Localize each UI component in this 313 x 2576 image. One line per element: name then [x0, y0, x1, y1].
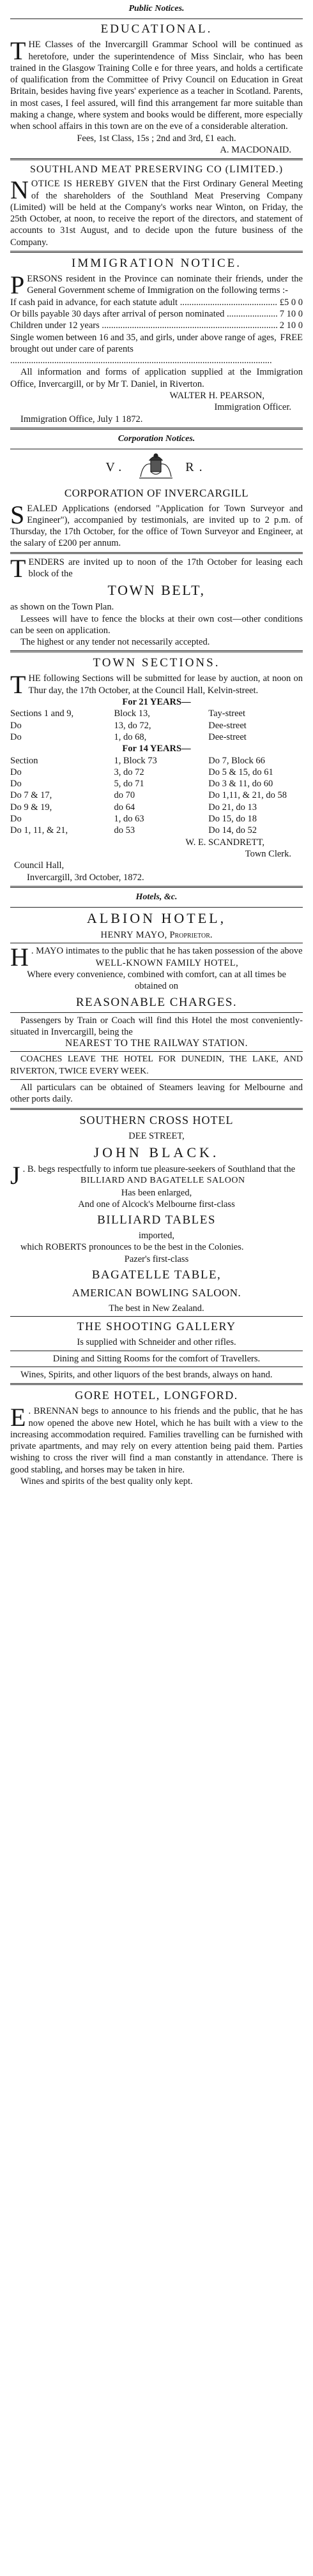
dining: Dining and Sitting Rooms for the comfort of Travellers.	[52, 1353, 261, 1364]
section-cell: Do 1, 11, & 21,	[10, 825, 68, 836]
albion-title: ALBION HOTEL,	[86, 910, 227, 927]
best-nz: The best in New Zealand.	[109, 1303, 204, 1314]
albion-passengers: Passengers by Train or Coach will find this Hotel the most conveniently-situated in Invercargill, being the	[10, 1015, 303, 1037]
divider	[10, 1316, 303, 1317]
section-row	[10, 755, 303, 767]
divider	[10, 886, 303, 888]
section-cell: Do 21, do 13	[208, 802, 257, 812]
southern-cross-title: SOUTHERN CROSS HOTEL	[79, 1113, 234, 1127]
section-row	[10, 790, 303, 801]
divider	[10, 158, 303, 160]
albion-reasonable: REASONABLE CHARGES.	[75, 995, 238, 1009]
royal-cipher	[10, 451, 303, 483]
vr-left: V.	[105, 460, 127, 474]
dropcap: N	[10, 176, 29, 205]
albion-coaches: COACHES LEAVE THE HOTEL FOR DUNEDIN, THE LAKE, AND RIVERTON, TWICE EVERY WEEK.	[10, 1054, 303, 1076]
enlarged: Has been enlarged,	[121, 1187, 192, 1198]
section-cell: Do 15, do 18	[208, 814, 257, 825]
divider	[10, 1079, 303, 1080]
for-14-years: For 14 YEARS—	[122, 744, 191, 754]
divider	[10, 552, 303, 554]
corporation-title: CORPORATION OF INVERCARGILL	[64, 486, 249, 499]
section-cell: Do 14, do 52	[208, 825, 257, 836]
dropcap: T	[10, 553, 26, 583]
educational-fees: Fees, 1st Class, 15s ; 2nd and 3rd, £1 each.	[77, 133, 236, 144]
divider	[10, 1108, 303, 1110]
section-cell: 5, do 71	[114, 779, 144, 790]
dropcap: S	[10, 500, 25, 529]
southern-cross-street: DEE STREET,	[128, 1130, 185, 1141]
section-cell: Dee-street	[208, 731, 247, 742]
town-sections-notice: TOWN SECTIONS. THE following Sections will be submitted for lease by auction, at noon on Thur day, the 17th October, at the Council Hall, Kelvin-street. For 21 YEARS— Sections 1 and 9, Block 13, Tay-street Do 13, do 72, Dee-street Do 1, do 68, Dee-street For 14 YEARS— Section 1, Block 73 Do 7, Block 66 Do 3, do 72 Do 5 & 15, do 61 Do 5, do 71 Do 3 & 11, do 60 Do 7 & 17, do 70 Do 1,11, & 21, do 58 Do 9 & 19, do 64 Do 21, do 13 Do 1, do 63 Do 15, do 18 Do 1, 11, & 21, do 53 Do 14, do 52 W. E. SCANDRETT, Town Clerk. Council Hall, Invercargill, 3rd October, 1872.	[10, 656, 303, 883]
rate-row	[10, 308, 303, 320]
section-cell: 1, Block 73	[114, 755, 157, 766]
rate-label: Or bills payable 30 days after arrival of person nominated .....	[10, 308, 277, 320]
section-cell: 1, do 68,	[114, 731, 147, 742]
section-cell: Dee-street	[208, 720, 247, 731]
immigration-date: Immigration Office, July 1 1872.	[20, 414, 143, 424]
section-cell: Do 1,11, & 21, do 58	[208, 790, 287, 801]
hotels-header: Hotels, &c.	[135, 892, 178, 902]
gore-wines: Wines and spirits of the best quality only kept.	[20, 1476, 193, 1487]
dropcap: J	[10, 1160, 20, 1190]
pazer: Pazer's first-class	[124, 1254, 189, 1264]
southern-cross-wines: Wines, Spirits, and other liquors of the best brands, always on hand.	[20, 1369, 273, 1380]
american-bowling: AMERICAN BOWLING SALOON.	[72, 1287, 241, 1299]
royal-crest-icon	[135, 451, 176, 483]
town-clerk-signature: W. E. SCANDRETT,	[185, 837, 264, 848]
section-cell: Block 13,	[114, 708, 150, 719]
roberts: which ROBERTS pronounces to be the best in the Colonies.	[20, 1242, 244, 1253]
vr-right: R.	[185, 460, 208, 474]
town-belt-title: TOWN BELT,	[107, 582, 206, 599]
town-belt-notice: TENDERS are invited up to noon of the 17th October for leasing each block of the TOWN BELT, as shown on the Town Plan. Lessees will have to fence the blocks at their own cost—other conditions can be seen on application. The highest or any tender not necessarily accepted.	[10, 553, 303, 648]
section-cell: 1, do 63	[114, 814, 144, 825]
section-row	[10, 767, 303, 778]
section-row	[10, 802, 303, 813]
section-cell: Do	[10, 720, 22, 731]
immigration-single-women: Single women between 16 and 35, and girls, under above range of ages, brought out under care of parents ..... FREE	[10, 332, 303, 367]
divider	[10, 1012, 303, 1013]
section-cell: Do	[10, 731, 22, 742]
section-row	[10, 825, 303, 836]
billiard-saloon: BILLIARD AND BAGATELLE SALOON	[80, 1176, 245, 1186]
divider	[10, 650, 303, 652]
sections-21-table	[10, 708, 303, 743]
section-row	[10, 708, 303, 719]
rate-label: Children under 12 years .....	[10, 320, 277, 331]
albion-nearest: NEAREST TO THE RAILWAY STATION.	[65, 1038, 248, 1049]
billiard-tables: BILLIARD TABLES	[97, 1213, 216, 1227]
southland-meat-body: NOTICE IS HEREBY GIVEN that the First Ordinary General Meeting of the shareholders of the Southland Meat Preserving Company (Limited) will be held at the Company's works near Winton, on Friday, the 25th October, at noon, to receive the report of the directors, and statement of accounts to 31st August, and to decide upon the future business of the Company.	[10, 176, 303, 248]
immigration-forms: All information and forms of application supplied at the Immigration Office, Invercargill, or by Mr T. Daniel, in Riverton.	[10, 367, 303, 389]
town-clerk-title: Town Clerk.	[245, 848, 291, 859]
immigration-title: IMMIGRATION NOTICE.	[72, 257, 241, 271]
section-row	[10, 778, 303, 790]
divider	[10, 428, 303, 430]
southern-cross-owner: JOHN BLACK.	[93, 1144, 220, 1160]
section-cell: Do 7, Block 66	[208, 755, 265, 766]
shooting-gallery: THE SHOOTING GALLERY	[77, 1320, 236, 1333]
section-cell: Do 7 & 17,	[10, 790, 52, 801]
albion-well-known: WELL-KNOWN FAMILY HOTEL,	[95, 957, 239, 968]
rate-row	[10, 320, 303, 331]
rate-value: 2 10 0	[279, 320, 303, 331]
town-belt-lessees: Lessees will have to fence the blocks at their own cost—other conditions can be seen on application.	[10, 613, 303, 636]
town-surveyor-notice: SEALED Applications (endorsed "Application for Town Surveyor and Engineer"), accompanied by testimonials, are invited up to 2 p.m. of Thursday, the 17th October, for the office of Town Surveyor and Engineer, at the salary of £200 per annum.	[10, 500, 303, 549]
town-sections-title: TOWN SECTIONS.	[93, 656, 220, 670]
rate-label: If cash paid in advance, for each statute adult .....	[10, 297, 277, 308]
section-row	[10, 720, 303, 731]
bagatelle-table: BAGATELLE TABLE,	[91, 1268, 222, 1282]
educational-title: EDUCATIONAL.	[100, 22, 213, 36]
section-row	[10, 731, 303, 743]
section-cell: 13, do 72,	[114, 720, 151, 731]
sections-14-table	[10, 755, 303, 837]
section-cell: do 70	[114, 790, 135, 801]
town-belt-as-shown: as shown on the Town Plan.	[10, 602, 114, 613]
divider	[10, 1383, 303, 1385]
gore-title: GORE HOTEL, LONGFORD.	[75, 1389, 238, 1402]
section-cell: Do 5 & 15, do 61	[208, 767, 273, 777]
gore-hotel-ad: GORE HOTEL, LONGFORD. E . BRENNAN begs to announce to his friends and the public, that he has now opened the above new Hotel, which he has built with a view to the increasing accommodation required. Families travelling can be furnished with private apartments, and may rely on every attention being paid them. Parties wishing to cross the river will find a man constantly in attendance. There is good stabling, and horses may be taken in hire. Wines and spirits of the best quality only kept.	[10, 1389, 303, 1487]
dropcap: T	[10, 670, 26, 700]
divider	[10, 1051, 303, 1052]
educational-signature: A. MACDONAID.	[220, 144, 291, 155]
corporation-notices-header: Corporation Notices.	[118, 433, 195, 444]
section-cell: Tay-street	[208, 708, 246, 719]
section-cell: do 64	[114, 802, 135, 812]
dropcap: H	[10, 943, 29, 972]
albion-steamers: All particulars can be obtained of Steamers leaving for Melbourne and other ports daily.	[10, 1082, 303, 1105]
section-row	[10, 813, 303, 825]
albion-where: Where every convenience, combined with comfort, can at all times be obtained on	[27, 970, 286, 992]
imported: imported,	[139, 1231, 174, 1241]
shooting-body: Is supplied with Schneider and other rifles.	[77, 1337, 236, 1348]
immigration-intro: PERSONS resident in the Province can nominate their friends, under the General Government scheme of Immigration on the following terms :-	[10, 271, 303, 300]
section-cell: Sections 1 and 9,	[10, 708, 74, 719]
for-21-years: For 21 YEARS—	[122, 697, 191, 708]
immigration-notice	[10, 255, 303, 425]
section-cell: Do	[10, 767, 22, 777]
town-belt-highest: The highest or any tender not necessarily accepted.	[20, 637, 210, 648]
albion-proprietor: HENRY MAYO, Proprietor.	[100, 930, 213, 941]
southland-meat-title: SOUTHLAND MEAT PRESERVING CO (LIMITED.)	[29, 164, 284, 176]
southern-cross-hotel-ad: SOUTHERN CROSS HOTEL DEE STREET, JOHN BLACK. J . B. begs respectfully to inform tue pleasure-seekers of Southland that the BILLIARD AND BAGATELLE SALOON Has been enlarged, And one of Alcock's Melbourne first-class BILLIARD TABLES imported, which ROBERTS pronounces to be the best in the Colonies. Pazer's first-class BAGATELLE TABLE, AMERICAN BOWLING SALOON. The best in New Zealand. THE SHOOTING GALLERY Is supplied with Schneider and other rifles. Dining and Sitting Rooms for the comfort of Travellers. Wines, Spirits, and other liquors of the best brands, always on hand.	[10, 1112, 303, 1381]
albion-hotel-ad: ALBION HOTEL, HENRY MAYO, Proprietor. H . MAYO intimates to the public that he has taken possession of the above WELL-KNOWN FAMILY HOTEL, Where every convenience, combined with comfort, can at all times be obtained on REASONABLE CHARGES. Passengers by Train or Coach will find this Hotel the most conveniently-situated in Invercargill, being the NEAREST TO THE RAILWAY STATION. COACHES LEAVE THE HOTEL FOR DUNEDIN, THE LAKE, AND RIVERTON, TWICE EVERY WEEK. All particulars can be obtained of Steamers leaving for Melbourne and other ports daily.	[10, 910, 303, 1105]
dropcap: E	[10, 1403, 26, 1432]
rate-value: 7 10 0	[279, 308, 303, 319]
rate-value: £5 0 0	[279, 297, 303, 308]
section-cell: Section	[10, 755, 38, 766]
section-cell: 3, do 72	[114, 767, 144, 777]
rate-row	[10, 297, 303, 308]
divider	[10, 907, 303, 908]
immigration-signature: WALTER H. PEARSON,	[169, 391, 264, 401]
section-cell: Do 3 & 11, do 60	[208, 779, 273, 790]
dropcap: T	[10, 36, 26, 66]
council-hall: Council Hall,	[14, 860, 65, 871]
section-cell: Do	[10, 814, 22, 825]
alcock: And one of Alcock's Melbourne first-class	[78, 1199, 235, 1209]
divider	[10, 251, 303, 253]
educational-notice	[10, 21, 303, 156]
southland-meat-notice	[10, 163, 303, 248]
educational-body: THE Classes of the Invercargill Grammar School will be continued as heretofore, under the superintendence of Miss Sinclair, who has been trained in the Glasgow Training Colle e for three years, and holds a certificate of qualification from the Committee of Privy Council on Education in Great Britain, besides having five years' experience as a teacher in Scotland. Parents, in most cases, I feel assured, will find this arrangement far more suitable than making a change, where system and books would be different, more especially when school affairs in this town are on the eve of a considerable alteration.	[10, 36, 303, 132]
section-cell: do 53	[114, 825, 135, 836]
town-sections-date: Invercargill, 3rd October, 1872.	[27, 872, 144, 883]
section-cell: Do 9 & 19,	[10, 802, 52, 812]
immigration-signature-title: Immigration Officer.	[214, 402, 291, 413]
immigration-rates	[10, 297, 303, 332]
public-notices-header: Public Notices.	[128, 4, 185, 13]
section-cell: Do	[10, 779, 22, 790]
dropcap: P	[10, 271, 25, 300]
